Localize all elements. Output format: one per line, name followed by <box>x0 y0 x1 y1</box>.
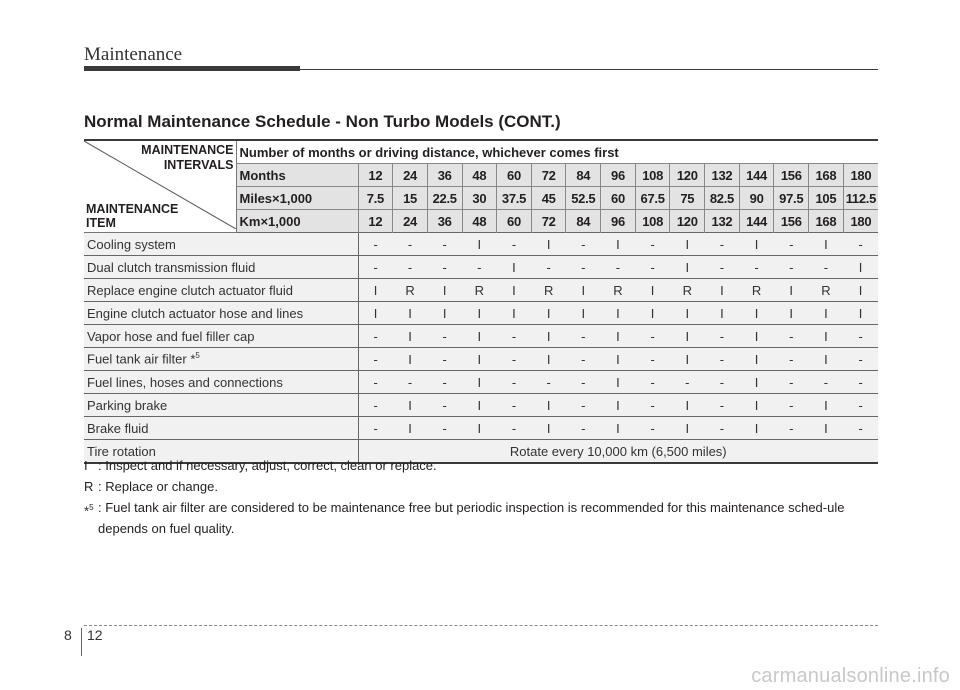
months-value: 12 <box>358 164 393 187</box>
km-value: 132 <box>705 210 740 233</box>
schedule-cell: - <box>705 325 740 348</box>
schedule-cell: - <box>531 256 566 279</box>
page-number: 12 <box>87 627 103 643</box>
schedule-cell: I <box>531 394 566 417</box>
maintenance-item-label: Vapor hose and fuel filler cap <box>87 328 255 344</box>
months-value: 72 <box>531 164 566 187</box>
schedule-cell: I <box>531 325 566 348</box>
km-value: 12 <box>358 210 393 233</box>
schedule-cell: R <box>393 279 428 302</box>
schedule-cell: I <box>601 348 636 371</box>
schedule-cell: I <box>497 279 532 302</box>
schedule-cell: - <box>393 256 428 279</box>
schedule-cell: R <box>739 279 774 302</box>
footnote-marker: 5 <box>195 351 200 361</box>
schedule-cell: R <box>670 279 705 302</box>
schedule-cell: I <box>566 302 601 325</box>
schedule-cell: I <box>809 417 844 440</box>
intervals-label: MAINTENANCE INTERVALS <box>141 143 234 172</box>
schedule-cell: I <box>670 417 705 440</box>
schedule-cell: - <box>843 348 878 371</box>
schedule-cell: - <box>427 233 462 256</box>
schedule-cell: - <box>566 325 601 348</box>
schedule-cell: - <box>358 233 393 256</box>
months-value: 36 <box>427 164 462 187</box>
schedule-cell: R <box>531 279 566 302</box>
schedule-cell: - <box>843 233 878 256</box>
schedule-cell: I <box>809 233 844 256</box>
months-value: 168 <box>809 164 844 187</box>
schedule-cell: - <box>497 348 532 371</box>
schedule-cell: I <box>358 302 393 325</box>
schedule-cell: R <box>809 279 844 302</box>
schedule-cell: - <box>497 233 532 256</box>
schedule-cell: - <box>427 371 462 394</box>
schedule-cell: I <box>601 233 636 256</box>
km-value: 24 <box>393 210 428 233</box>
legend-text: : Inspect and if necessary, adjust, correct, clean or replace. <box>98 458 437 473</box>
legend-key <box>84 497 98 539</box>
schedule-cell: - <box>358 371 393 394</box>
miles-value: 112.5 <box>843 187 878 210</box>
maintenance-item-label: Parking brake <box>87 397 168 413</box>
schedule-cell: I <box>462 348 497 371</box>
miles-value: 105 <box>809 187 844 210</box>
schedule-cell: I <box>809 325 844 348</box>
schedule-cell: - <box>393 371 428 394</box>
legend-note <box>84 476 884 497</box>
months-value: 180 <box>843 164 878 187</box>
schedule-cell: - <box>601 256 636 279</box>
schedule-cell: I <box>462 233 497 256</box>
schedule-cell: I <box>462 394 497 417</box>
schedule-cell: - <box>497 417 532 440</box>
watermark: carmanualsonline.info <box>751 665 950 687</box>
legend-text: : Fuel tank air filter are considered to be maintenance free but periodic inspection is recommended for this maintenance sched-ule depends on fuel quality. <box>98 500 845 536</box>
maintenance-item <box>84 325 358 348</box>
km-value: 36 <box>427 210 462 233</box>
legend-note <box>84 455 884 476</box>
schedule-cell: I <box>601 325 636 348</box>
legend-key-text: R <box>84 479 94 494</box>
months-value: 156 <box>774 164 809 187</box>
schedule-cell: - <box>635 233 670 256</box>
schedule-cell: I <box>774 302 809 325</box>
schedule-cell: - <box>843 371 878 394</box>
schedule-cell: - <box>497 371 532 394</box>
schedule-cell: - <box>843 325 878 348</box>
schedule-cell: I <box>670 394 705 417</box>
table-title: Normal Maintenance Schedule - Non Turbo Models (CONT.) <box>84 112 561 131</box>
schedule-cell: - <box>635 371 670 394</box>
schedule-cell: I <box>462 325 497 348</box>
schedule-cell: I <box>739 394 774 417</box>
schedule-cell: - <box>566 348 601 371</box>
miles-label: Miles×1,000 <box>236 187 358 210</box>
schedule-cell: I <box>531 233 566 256</box>
section-number: 8 <box>64 627 72 643</box>
header-bar <box>84 66 300 71</box>
schedule-cell: - <box>635 394 670 417</box>
maintenance-item <box>84 348 358 371</box>
legend-notes <box>84 455 884 539</box>
maintenance-item <box>84 371 358 394</box>
schedule-cell: - <box>809 256 844 279</box>
schedule-cell: - <box>358 348 393 371</box>
miles-value: 30 <box>462 187 497 210</box>
schedule-cell: - <box>427 325 462 348</box>
schedule-cell: - <box>705 394 740 417</box>
schedule-cell: I <box>427 302 462 325</box>
km-value: 120 <box>670 210 705 233</box>
miles-value: 90 <box>739 187 774 210</box>
schedule-cell: I <box>635 279 670 302</box>
schedule-cell: I <box>462 371 497 394</box>
km-value: 144 <box>739 210 774 233</box>
maintenance-item-label: Engine clutch actuator hose and lines <box>87 305 304 321</box>
schedule-cell: - <box>566 394 601 417</box>
schedule-cell: - <box>531 371 566 394</box>
schedule-cell: I <box>566 279 601 302</box>
schedule-cell: - <box>497 325 532 348</box>
section-header: Maintenance <box>84 44 183 65</box>
schedule-cell: I <box>601 417 636 440</box>
schedule-cell: - <box>358 256 393 279</box>
months-value: 60 <box>497 164 532 187</box>
schedule-cell: I <box>809 394 844 417</box>
schedule-cell: - <box>843 394 878 417</box>
schedule-cell: - <box>635 348 670 371</box>
schedule-cell: I <box>427 279 462 302</box>
schedule-cell: - <box>774 348 809 371</box>
km-value: 84 <box>566 210 601 233</box>
schedule-cell: - <box>705 417 740 440</box>
maintenance-item <box>84 302 358 325</box>
schedule-cell: - <box>358 394 393 417</box>
schedule-cell: I <box>705 302 740 325</box>
schedule-cell: - <box>809 371 844 394</box>
schedule-cell: I <box>739 417 774 440</box>
km-value: 72 <box>531 210 566 233</box>
schedule-cell: I <box>809 348 844 371</box>
schedule-cell: R <box>462 279 497 302</box>
months-value: 84 <box>566 164 601 187</box>
miles-value: 52.5 <box>566 187 601 210</box>
schedule-cell: - <box>705 348 740 371</box>
interval-title: Number of months or driving distance, whichever comes first <box>236 140 878 164</box>
km-value: 156 <box>774 210 809 233</box>
schedule-cell: I <box>843 302 878 325</box>
schedule-cell: I <box>705 279 740 302</box>
months-label: Months <box>236 164 358 187</box>
miles-value: 75 <box>670 187 705 210</box>
schedule-cell: - <box>427 348 462 371</box>
schedule-cell: I <box>670 348 705 371</box>
schedule-cell: I <box>393 417 428 440</box>
item-label: MAINTENANCE ITEM <box>86 202 179 230</box>
maintenance-item-label: Fuel lines, hoses and connections <box>87 374 283 390</box>
schedule-cell: I <box>739 302 774 325</box>
schedule-cell: - <box>774 394 809 417</box>
schedule-cell: - <box>566 256 601 279</box>
schedule-cell: R <box>601 279 636 302</box>
schedule-cell: - <box>774 417 809 440</box>
schedule-cell: - <box>635 325 670 348</box>
legend-key <box>84 476 98 497</box>
miles-value: 67.5 <box>635 187 670 210</box>
maintenance-item-label: Brake fluid <box>87 420 149 436</box>
schedule-cell: I <box>670 302 705 325</box>
schedule-cell: I <box>462 417 497 440</box>
schedule-cell: - <box>774 233 809 256</box>
km-value: 108 <box>635 210 670 233</box>
schedule-cell: I <box>809 302 844 325</box>
legend-key-text: * <box>84 503 90 519</box>
maintenance-item-label: Dual clutch transmission fluid <box>87 259 256 275</box>
km-value: 60 <box>497 210 532 233</box>
months-value: 132 <box>705 164 740 187</box>
miles-value: 37.5 <box>497 187 532 210</box>
miles-value: 45 <box>531 187 566 210</box>
miles-value: 82.5 <box>705 187 740 210</box>
schedule-cell: - <box>427 417 462 440</box>
schedule-cell: I <box>635 302 670 325</box>
header-rule <box>300 69 878 70</box>
schedule-cell: I <box>843 279 878 302</box>
maintenance-schedule-table <box>84 139 878 464</box>
maintenance-item <box>84 256 358 279</box>
km-value: 180 <box>843 210 878 233</box>
miles-value: 97.5 <box>774 187 809 210</box>
months-value: 108 <box>635 164 670 187</box>
legend-text: : Replace or change. <box>98 479 218 494</box>
km-label: Km×1,000 <box>236 210 358 233</box>
schedule-cell: I <box>358 279 393 302</box>
schedule-cell: I <box>843 256 878 279</box>
legend-key <box>84 455 98 476</box>
miles-value: 15 <box>393 187 428 210</box>
schedule-cell: I <box>393 348 428 371</box>
schedule-cell: - <box>427 394 462 417</box>
schedule-cell: I <box>601 302 636 325</box>
schedule-cell: I <box>739 348 774 371</box>
schedule-cell: - <box>705 371 740 394</box>
legend-key-text: I <box>84 458 88 473</box>
months-value: 120 <box>670 164 705 187</box>
schedule-cell: I <box>462 302 497 325</box>
km-value: 96 <box>601 210 636 233</box>
schedule-cell: I <box>601 394 636 417</box>
maintenance-item <box>84 394 358 417</box>
schedule-cell: I <box>601 371 636 394</box>
schedule-cell: I <box>739 325 774 348</box>
months-value: 96 <box>601 164 636 187</box>
schedule-cell: - <box>739 256 774 279</box>
schedule-cell: - <box>705 256 740 279</box>
footer-rule <box>84 625 878 626</box>
miles-value: 60 <box>601 187 636 210</box>
maintenance-item <box>84 279 358 302</box>
schedule-cell: I <box>497 256 532 279</box>
schedule-cell: - <box>635 417 670 440</box>
maintenance-item <box>84 233 358 256</box>
page-divider <box>81 628 82 656</box>
schedule-cell: I <box>670 233 705 256</box>
schedule-cell: I <box>497 302 532 325</box>
maintenance-item <box>84 417 358 440</box>
schedule-cell: - <box>358 417 393 440</box>
maintenance-item-label: Fuel tank air filter * <box>87 351 196 367</box>
maintenance-item-label: Replace engine clutch actuator fluid <box>87 282 293 298</box>
schedule-cell: I <box>531 417 566 440</box>
schedule-cell: - <box>497 394 532 417</box>
schedule-cell: I <box>739 371 774 394</box>
schedule-cell: I <box>393 302 428 325</box>
months-value: 24 <box>393 164 428 187</box>
schedule-cell: - <box>774 371 809 394</box>
schedule-cell: I <box>774 279 809 302</box>
tire-rotation-value: Rotate every 10,000 km (6,500 miles) <box>358 440 878 464</box>
schedule-cell: - <box>670 371 705 394</box>
schedule-cell: - <box>566 417 601 440</box>
schedule-cell: - <box>566 371 601 394</box>
legend-note <box>84 497 884 539</box>
km-value: 168 <box>809 210 844 233</box>
schedule-cell: - <box>462 256 497 279</box>
schedule-cell: - <box>705 233 740 256</box>
schedule-cell: - <box>774 256 809 279</box>
schedule-cell: - <box>393 233 428 256</box>
maintenance-item-label: Cooling system <box>87 236 176 252</box>
schedule-cell: - <box>427 256 462 279</box>
schedule-cell: I <box>531 302 566 325</box>
months-value: 144 <box>739 164 774 187</box>
schedule-cell: I <box>393 325 428 348</box>
miles-value: 7.5 <box>358 187 393 210</box>
schedule-cell: - <box>774 325 809 348</box>
miles-value: 22.5 <box>427 187 462 210</box>
table-corner-header <box>84 140 236 233</box>
schedule-cell: - <box>635 256 670 279</box>
maintenance-item: Tire rotation <box>84 440 358 464</box>
months-value: 48 <box>462 164 497 187</box>
footnote-marker: 5 <box>89 503 94 512</box>
schedule-cell: I <box>531 348 566 371</box>
schedule-cell: I <box>739 233 774 256</box>
schedule-cell: I <box>393 394 428 417</box>
schedule-cell: - <box>843 417 878 440</box>
schedule-cell: I <box>670 256 705 279</box>
schedule-cell: - <box>566 233 601 256</box>
schedule-cell: I <box>670 325 705 348</box>
schedule-cell: - <box>358 325 393 348</box>
km-value: 48 <box>462 210 497 233</box>
